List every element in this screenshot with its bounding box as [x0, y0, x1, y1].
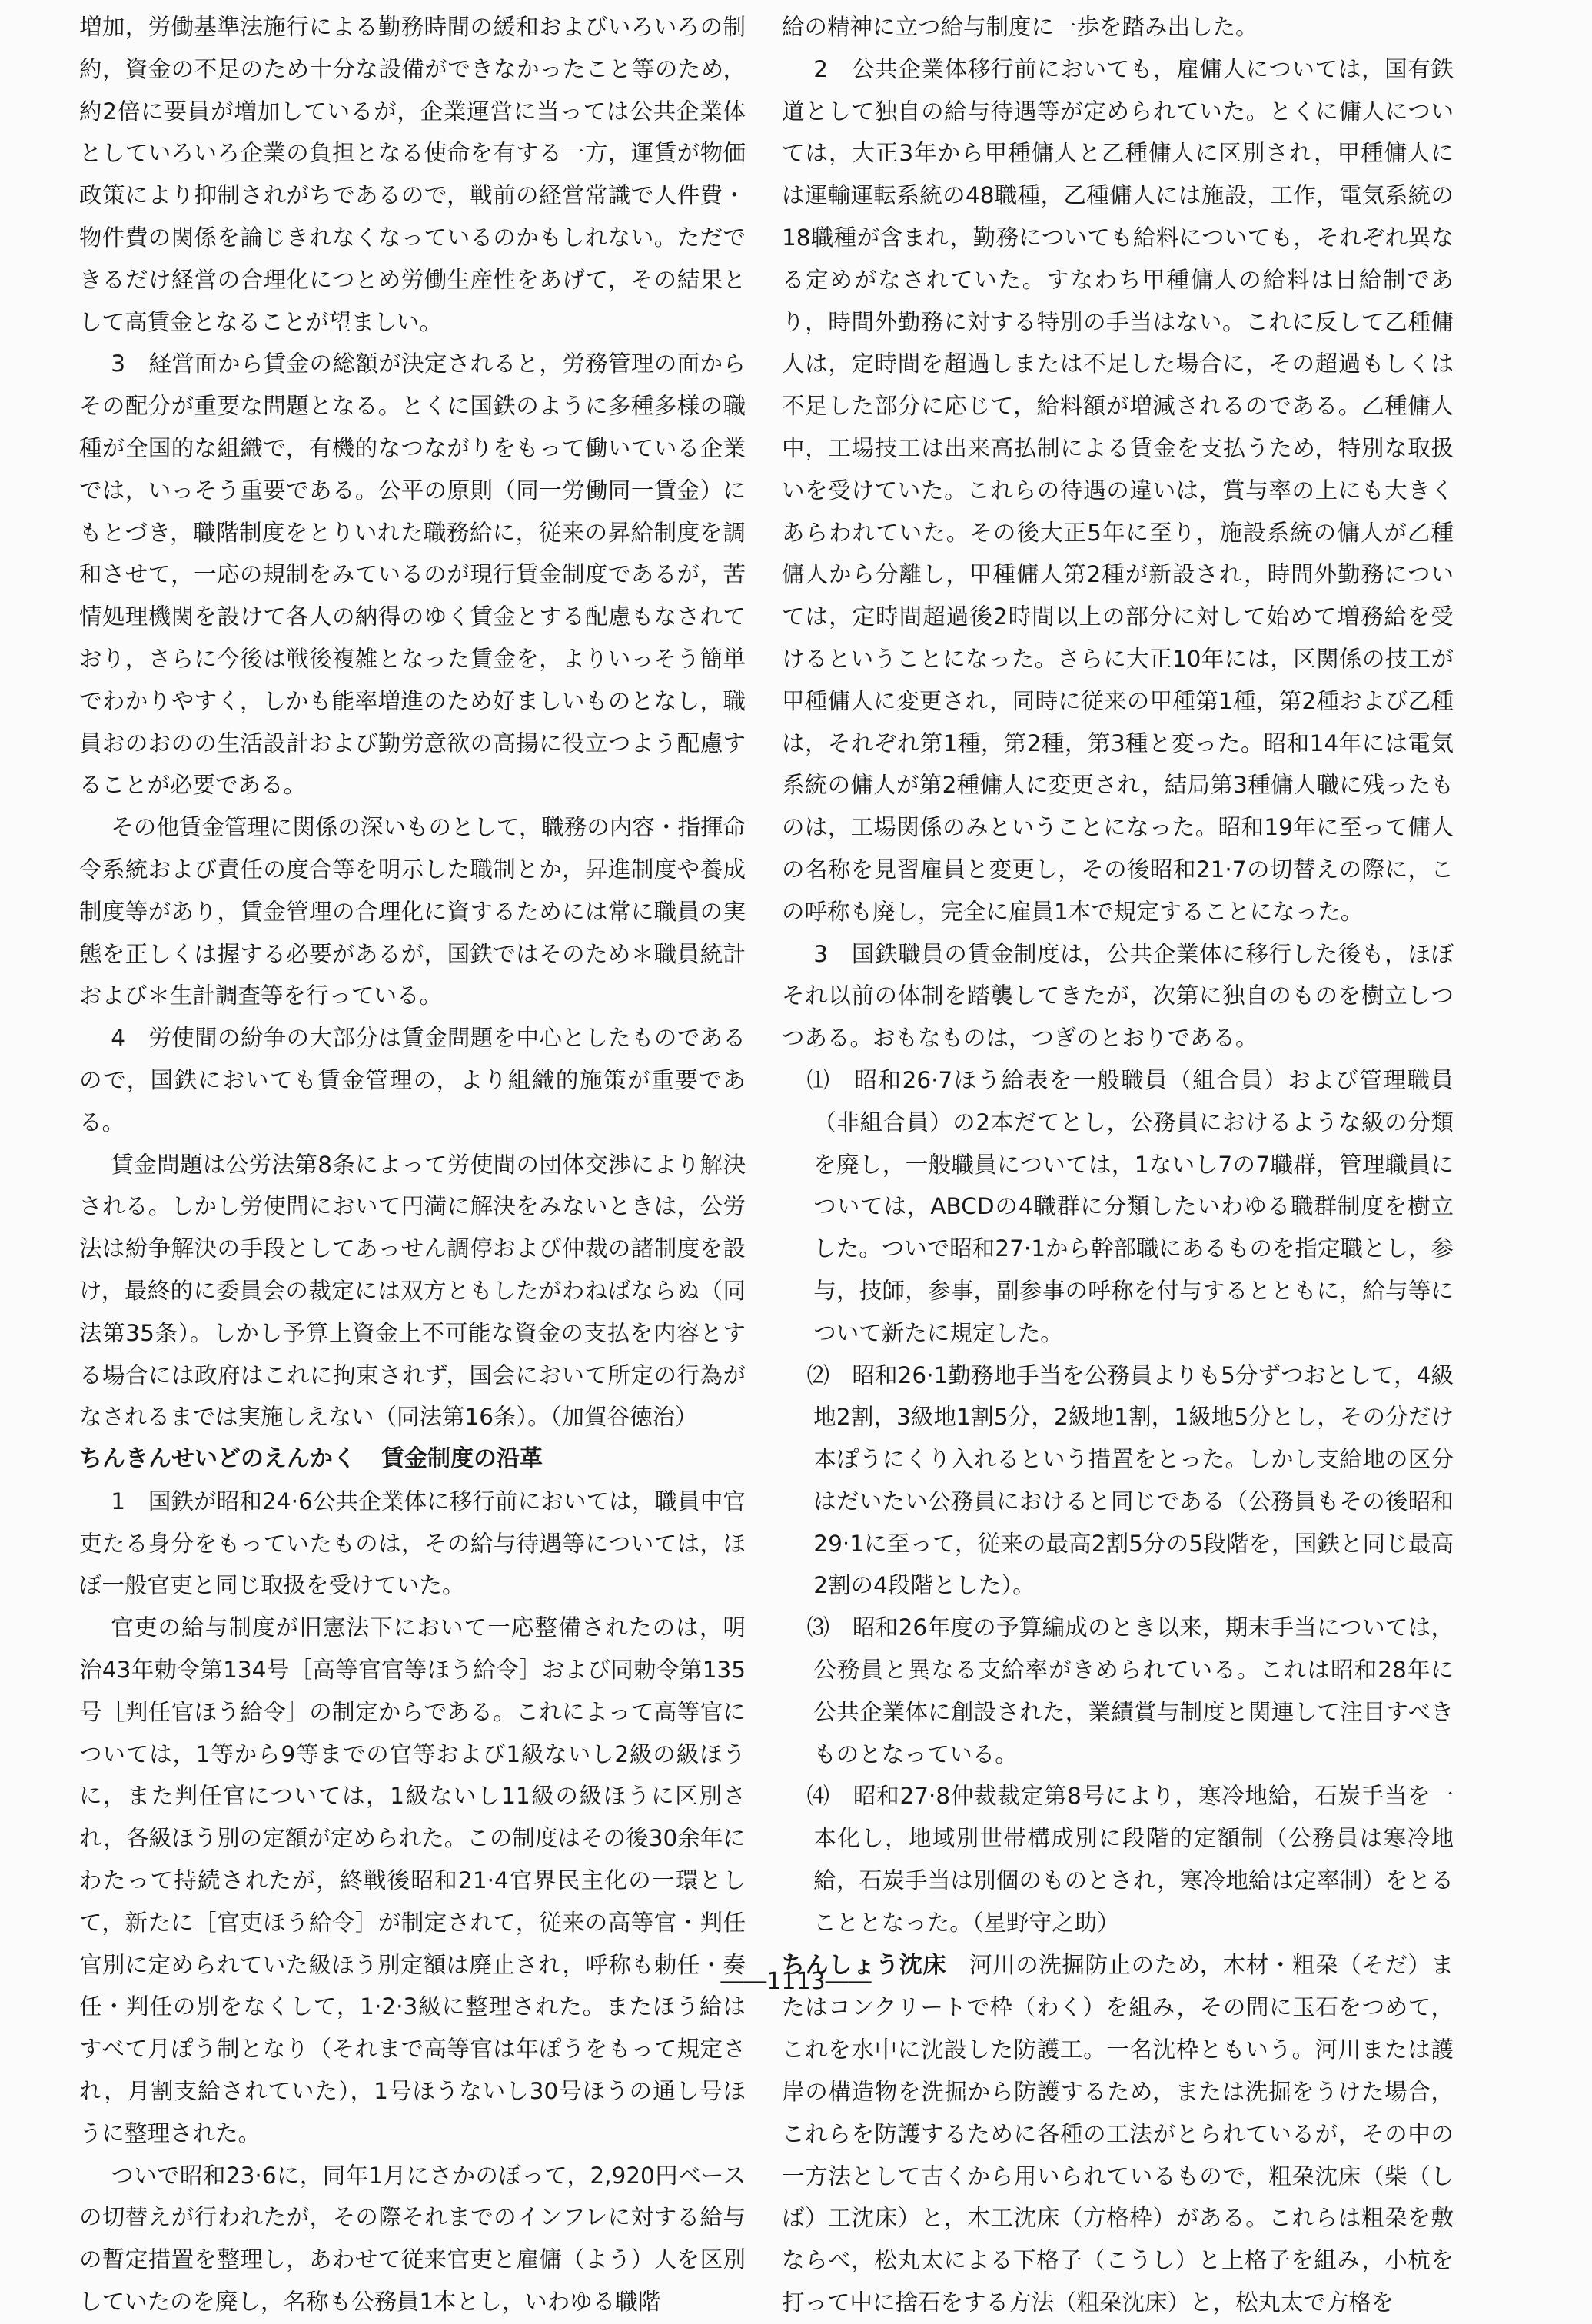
paragraph: 4 労使間の紛争の大部分は賃金問題を中心としたものであるので，国鉄においても賃金管理の，より組織的施策が重要である。	[79, 1025, 746, 1135]
entry-body: 河川の洗掘防止のため，木材・粗朶（そだ）またはコンクリートで枠（わく）を組み，その間に玉石をつめて，これを水中に沈設した防護工。一名沈枠ともいう。河川または護岸の構造物を洗掘から防護するため，または洗掘をうけた場合，これらを防護するために各種の工法がとられているが，その中の一方法として古くから用いられているもので，粗朶沈床（柴（しば）工沈床）と，木工沈床（方格枠）がある。これらは粗朶を敷ならべ，松丸太による下格子（こうし）と上格子を組み，小杭を打って中に捨石をする方法（粗朶沈床）と，松丸太で方格を	[782, 1951, 1454, 2316]
paragraph: ついで昭和23·6に，同年1月にさかのぼって，2,920円ベースの切替えが行われたが，その際それまでのインフレに対する給与の暫定措置を整理し，あわせて従来官吏と雇傭（よう）人を区別していたのを廃し，名称も公務員1本とし，いわゆる職階	[79, 2162, 746, 2316]
paragraph: 増加，労働基準法施行による勤務時間の緩和およびいろいろの制約，資金の不足のため十分な設備ができなかったこと等のため，約2倍に要員が増加しているが，企業運営に当っては公共企業体としていろいろ企業の負担となる使命を有する一方，運賃が物価政策により抑制されがちであるので，戦前の経営常識で人件費・物件費の関係を論じきれなくなっているのかもしれない。ただできるだけ経営の合理化につとめ労働生産性をあげて，その結果として高賃金となることが望ましい。	[79, 14, 746, 335]
page-number: ――1113――	[720, 1968, 872, 1995]
list-item: ⑷ 昭和27·8仲裁裁定第8号により，寒冷地給，石炭手当を一本化し，地域別世帯構成別に段階的定額制（公務員は寒冷地給，石炭手当は別個のものとされ，寒冷地給は定率制）をとることとなった。（星野守之助）	[806, 1783, 1454, 1936]
paragraph: 3 国鉄職員の賃金制度は，公共企業体に移行した後も，ほぼそれ以前の体制を踏襲してきたが，次第に独自のものを樹立しつつある。おもなものは，つぎのとおりである。	[782, 940, 1454, 1052]
paragraph: 給の精神に立つ給与制度に一歩を踏み出した。	[782, 14, 1258, 40]
list-item: ⑵ 昭和26·1勤務地手当を公務員よりも5分ずつおとして，4級地2割，3級地1割5分，2級地1割，1級地5分とし，その分だけ本ぽうにくり入れるという措置をとった。しかし支給地の区分はだいたい公務員におけると同じである（公務員もその後昭和29·1に至って，従来の最高2割5分の5段階を，国鉄と同じ最高2割の4段階とした）。	[806, 1361, 1454, 1599]
entry-reading: ちんしょう	[782, 1951, 899, 1979]
entry-title: 賃金制度の沿革	[381, 1445, 543, 1473]
paragraph: 賃金問題は公労法第8条によって労使間の団体交渉により解決される。しかし労使間において円満に解決をみないときは，公労法は紛争解決の手段としてあっせん調停および仲裁の諸制度を設け，最終的に委員会の裁定には双方ともしたがわねばならぬ（同法第35条）。しかし予算上資金上不可能な資金の支払を内容とする場合には政府はこれに拘束されず，国会において所定の行為がなされるまでは実施しえない（同法第16条）。（加賀谷徳治）	[79, 1151, 746, 1431]
paragraph: 1 国鉄が昭和24·6公共企業体に移行前においては，職員中官吏たる身分をもっていたものは，その給与待遇等については，ほぼ一般官吏と同じ取扱を受けていた。	[79, 1488, 746, 1599]
paragraph: その他賃金管理に関係の深いものとして，職務の内容・指揮命令系統および責任の度合等を明示した職制とか，昇進制度や養成制度等があり，賃金管理の合理化に資するためには常に職員の実態を正しくは握する必要があるが，国鉄ではそのため＊職員統計および＊生計調査等を行っている。	[79, 814, 746, 1009]
entry-title: 沈床	[899, 1951, 947, 1979]
list-item: ⑴ 昭和26·7ほう給表を一般職員（組合員）および管理職員（非組合員）の2本だてとし，公務員におけるような級の分類を廃し，一般職員については，1ないし7の7職群，管理職員については，ABCDの4職群に分類したいわゆる職群制度を樹立した。ついで昭和27·1から幹部職にあるものを指定職とし，参与，技師，参事，副参事の呼称を付与するとともに，給与等について新たに規定した。	[806, 1066, 1454, 1346]
entry-paragraph	[782, 1944, 1454, 2324]
entry-reading: ちんきんせいどのえんかく	[79, 1445, 356, 1473]
paragraph: 3 経営面から賃金の総額が決定されると，労務管理の面からその配分が重要な問題となる。とくに国鉄のように多種多様の職種が全国的な組織で，有機的なつながりをもって働いている企業では，いっそう重要である。公平の原則（同一労働同一賃金）にもとづき，職階制度をとりいれた職務給に，従来の昇給制度を調和させて，一応の規制をみているのが現行賃金制度であるが，苦情処理機関を設けて各人の納得のゆく賃金とする配慮もなされており，さらに今後は戦後複雑となった賃金を，よりいっそう簡単でわかりやすく，しかも能率増進のため好ましいものとなし，職員おのおのの生活設計および勤労意欲の高揚に役立つよう配慮することが必要である。	[79, 351, 746, 799]
paragraph: 官吏の給与制度が旧憲法下において一応整備されたのは，明治43年勅令第134号［高等官官等ほう給令］および同勅令第135号［判任官ほう給令］の制定からである。これによって高等官については，1等から9等までの官等および1級ないし2級の級ほうに，また判任官については，1級ないし11級の級ほうに区別され，各級ほう別の定額が定められた。この制度はその後30余年にわたって持続されたが，終戦後昭和21·4官界民主化の一環として，新たに［官吏ほう給令］が制定されて，従来の高等官・判任官別に定められていた級ほう別定額は廃止され，呼称も勅任・奏任・判任の別をなくして，1·2·3級に整理された。またほう給はすべて月ぽう制となり（それまで高等官は年ぽうをもって規定され，月割支給されていた），1号ほうないし30号ほうの通し号ほうに整理された。	[79, 1614, 746, 2146]
list-item: ⑶ 昭和26年度の予算編成のとき以来，期末手当については，公務員と異なる支給率がきめられている。これは昭和28年に公共企業体に創設された，業績賞与制度と関連して注目すべきものとなっている。	[806, 1614, 1454, 1767]
entry-heading	[79, 1438, 746, 1481]
paragraph: 2 公共企業体移行前においても，雇傭人については，国有鉄道として独自の給与待遇等が定められていた。とくに傭人については，大正3年から甲種傭人と乙種傭人に区別され，甲種傭人には運輸運転系統の48職種，乙種傭人には施設，工作，電気系統の18職種が含まれ，勤務についても給料についても，それぞれ異なる定めがなされていた。すなわち甲種傭人の給料は日給制であり，時間外勤務に対する特別の手当はない。これに反して乙種傭人は，定時間を超過しまたは不足した場合に，その超過もしくは不足した部分に応じて，給料額が増減されるのである。乙種傭人中，工場技工は出来高払制による賃金を支払うため，特別な取扱いを受けていた。これらの待遇の違いは，賞与率の上にも大きくあらわれていた。その後大正5年に至り，施設系統の傭人が乙種傭人から分離し，甲種傭人第2種が新設され，時間外勤務については，定時間超過後2時間以上の部分に対して始めて増務給を受けるということになった。さらに大正10年には，区関係の技工が甲種傭人に変更され，同時に従来の甲種第1種，第2種および乙種は，それぞれ第1種，第2種，第3種と変った。昭和14年には電気系統の傭人が第2種傭人に変更され，結局第3種傭人職に残ったものは，工場関係のみということになった。昭和19年に至って傭人の名称を見習雇員と変更し，その後昭和21·7の切替えの際に，この呼称も廃し，完全に雇員1本で規定することになった。	[782, 55, 1454, 925]
